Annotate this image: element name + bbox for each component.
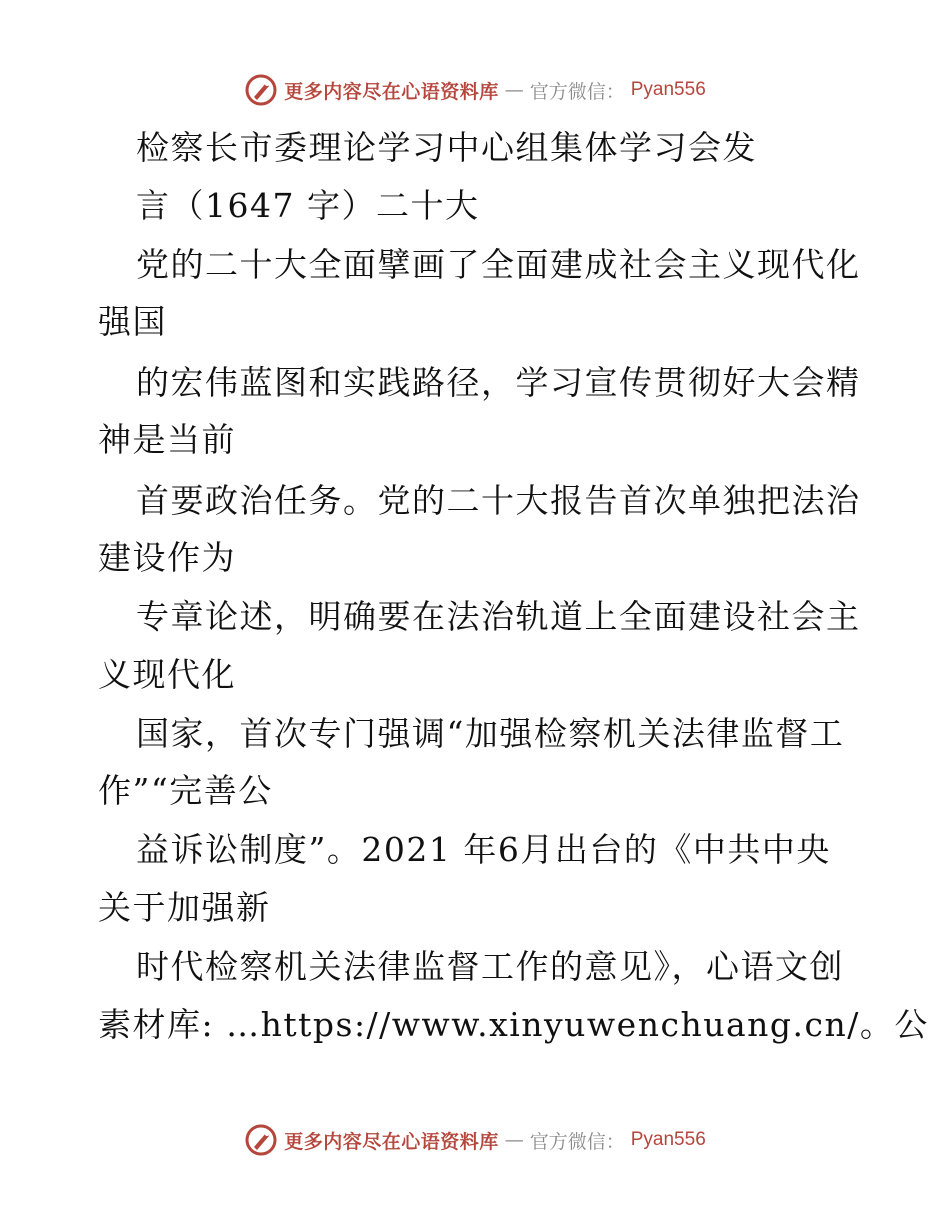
watermark-wechat-label: 官方微信： (529, 1130, 625, 1153)
paragraph-line: 党的二十大全面擘画了全面建成社会主义现代化 (136, 245, 861, 284)
pen-nib-logo-icon (244, 73, 278, 107)
paragraph-line: 强国 (98, 302, 167, 341)
document-title-line-2: 言（1647 字）二十大 (136, 186, 480, 225)
paragraph-line: 的宏伟蓝图和实践路径，学习宣传贯彻好大会精 (136, 363, 861, 402)
watermark-wechat-label: 官方微信： (529, 80, 625, 103)
paragraph-line: 国家，首次专门强调“加强检察机关法律监督工 (136, 714, 845, 753)
watermark-text: 更多内容尽在心语资料库 (284, 80, 499, 103)
watermark-separator: — (504, 1129, 524, 1151)
paragraph-line: 作”“完善公 (98, 771, 273, 810)
watermark-wechat-id: Pyan556 (630, 79, 706, 100)
paragraph-line: 素材库: …https://www.xinyuwenchuang.cn/。公 (98, 1005, 929, 1044)
pen-nib-logo-icon (244, 1123, 278, 1157)
paragraph-line: 首要政治任务。党的二十大报告首次单独把法治 (136, 481, 861, 520)
paragraph-line: 关于加强新 (98, 888, 271, 927)
header-watermark (0, 70, 950, 110)
paragraph-line: 专章论述，明确要在法治轨道上全面建设社会主 (136, 597, 861, 636)
watermark-separator: — (504, 79, 524, 101)
paragraph-line: 时代检察机关法律监督工作的意见》，心语文创 (136, 947, 844, 986)
footer-watermark (0, 1120, 950, 1160)
paragraph-line: 益诉讼制度”。2021 年6月出台的《中共中央 (136, 830, 831, 869)
document-title-line-1: 检察长市委理论学习中心组集体学习会发 (136, 128, 757, 167)
paragraph-line: 义现代化 (98, 655, 236, 694)
paragraph-line: 建设作为 (98, 538, 236, 577)
watermark-wechat-id: Pyan556 (630, 1129, 706, 1150)
paragraph-line: 神是当前 (98, 420, 236, 459)
watermark-text: 更多内容尽在心语资料库 (284, 1130, 499, 1153)
